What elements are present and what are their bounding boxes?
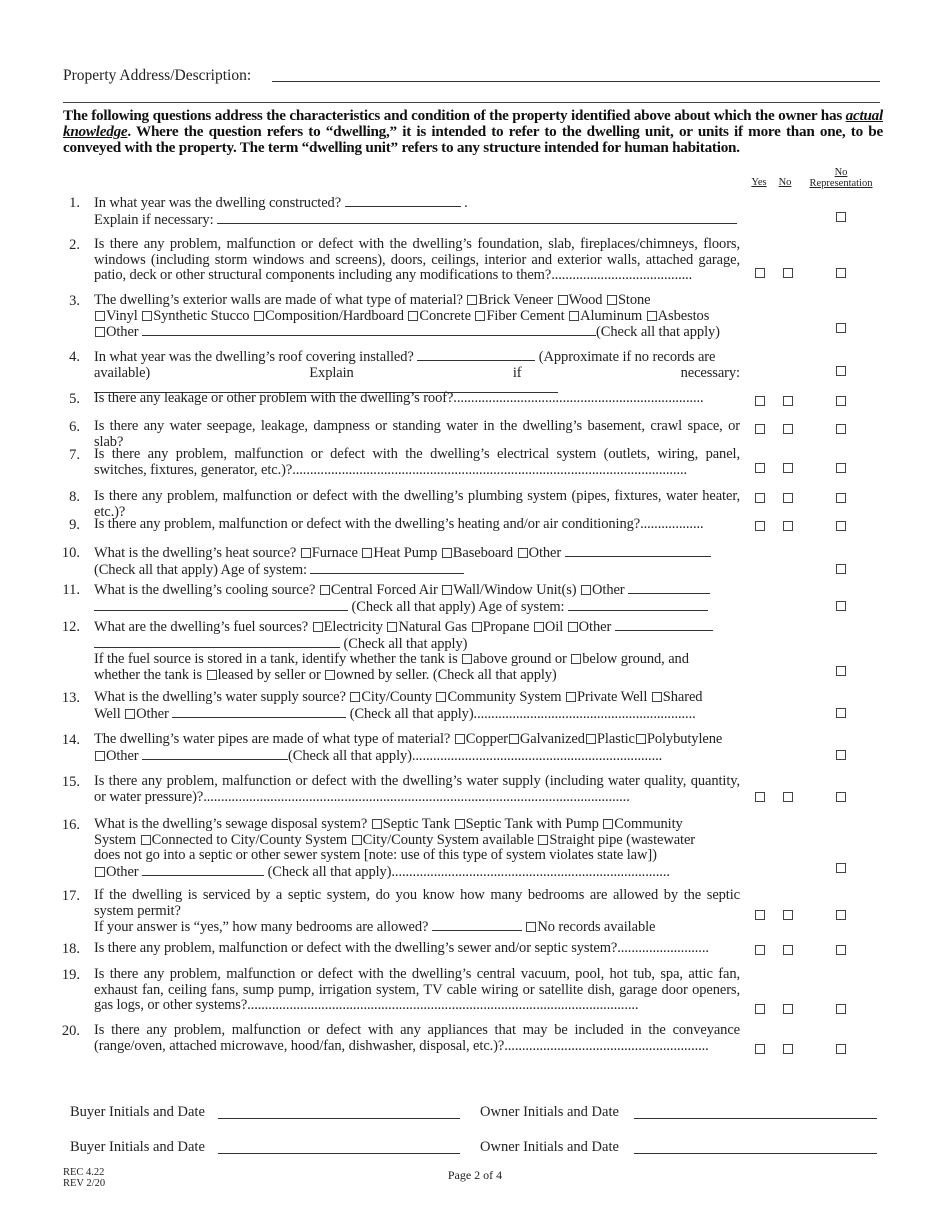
yes-checkbox-q8[interactable]	[755, 493, 765, 503]
fill-in-field[interactable]	[345, 195, 461, 207]
yes-checkbox-q19[interactable]	[755, 1004, 765, 1014]
no-representation-checkbox-q16[interactable]	[836, 863, 846, 873]
question-text-10: What is the dwelling’s heat source? Furnace Heat Pump Baseboard Other (Check all that apply) Age of system:	[94, 545, 740, 578]
address-field[interactable]	[272, 81, 880, 82]
divider	[63, 102, 880, 103]
buyer-initials-field-1[interactable]	[218, 1118, 460, 1119]
option-checkbox[interactable]	[526, 922, 536, 932]
yes-checkbox-q20[interactable]	[755, 1044, 765, 1054]
option-checkbox[interactable]	[442, 548, 452, 558]
no-checkbox-q18[interactable]	[783, 945, 793, 955]
option-checkbox[interactable]	[509, 734, 519, 744]
option-checkbox[interactable]	[586, 734, 596, 744]
option-checkbox[interactable]	[581, 585, 591, 595]
question-number: 4.	[69, 349, 80, 365]
option-checkbox[interactable]	[569, 311, 579, 321]
option-checkbox[interactable]	[254, 311, 264, 321]
question-text-3: The dwelling’s exterior walls are made of what type of material? Brick Veneer Wood Stone Vinyl Synthetic Stucco Composition/Hardboard Concrete Fiber Cement Aluminum Asbestos Other (Check all that apply)	[94, 292, 720, 340]
question-text-7: Is there any problem, malfunction or defect with the dwelling’s electrical system (outlets, wiring, panel, switches, fixtures, generator, etc.)?................................................................................................................	[94, 446, 740, 478]
option-checkbox[interactable]	[350, 692, 360, 702]
no-representation-checkbox-q14[interactable]	[836, 750, 846, 760]
fill-in-field[interactable]	[432, 919, 522, 931]
question-text-17: If the dwelling is serviced by a septic system, do you know how many bedrooms are allowed by the septic system permit? If your answer is “yes,” how many bedrooms are allowed? No records available	[94, 887, 740, 935]
option-checkbox[interactable]	[647, 311, 657, 321]
fill-in-field[interactable]	[417, 349, 535, 361]
question-number: 16.	[61, 817, 80, 833]
intro-paragraph: The following questions address the characteristics and condition of the property identified above about which the owner has actual knowledge. Where the question refers to “dwelling,” it is intended to refer to the dwelling unit, or units if more than one, to be conveyed with the property. The term “dwelling unit” refers to any structure intended for human habitation.	[63, 107, 883, 156]
question-number: 12.	[61, 619, 80, 635]
option-checkbox[interactable]	[436, 692, 446, 702]
option-checkbox[interactable]	[408, 311, 418, 321]
no-checkbox-q9[interactable]	[783, 521, 793, 531]
question-text-13: What is the dwelling’s water supply source? City/County Community System Private Well Shared Well Other (Check all that apply)...............................................................	[94, 689, 703, 722]
no-checkbox-q7[interactable]	[783, 463, 793, 473]
yes-checkbox-q6[interactable]	[755, 424, 765, 434]
question-text-6: Is there any water seepage, leakage, dampness or standing water in the dwelling’s basement, crawl space, or slab?	[94, 418, 740, 450]
option-checkbox[interactable]	[95, 867, 105, 877]
no-representation-checkbox-q15[interactable]	[836, 792, 846, 802]
no-checkbox-q15[interactable]	[783, 792, 793, 802]
form-id: REC 4.22 REV 2/20	[63, 1167, 106, 1189]
question-number: 11.	[62, 582, 80, 598]
owner-initials-label-2: Owner Initials and Date	[480, 1139, 619, 1155]
question-number: 3.	[69, 293, 80, 309]
question-number: 14.	[61, 732, 80, 748]
question-number: 18.	[61, 941, 80, 957]
option-checkbox[interactable]	[313, 622, 323, 632]
no-representation-checkbox-q9[interactable]	[836, 521, 846, 531]
option-checkbox[interactable]	[320, 585, 330, 595]
yes-checkbox-q9[interactable]	[755, 521, 765, 531]
no-representation-checkbox-q13[interactable]	[836, 708, 846, 718]
question-text-4: In what year was the dwelling’s roof covering installed? (Approximate if no records are available) Explain if necessary:	[94, 349, 740, 398]
option-checkbox[interactable]	[141, 835, 151, 845]
question-text-8: Is there any problem, malfunction or defect with the dwelling’s plumbing system (pipes, fixtures, water heater, etc.)?	[94, 488, 740, 520]
option-checkbox[interactable]	[362, 548, 372, 558]
address-label: Property Address/Description:	[63, 67, 252, 84]
option-checkbox[interactable]	[568, 622, 578, 632]
no-checkbox-q17[interactable]	[783, 910, 793, 920]
option-checkbox[interactable]	[142, 311, 152, 321]
option-checkbox[interactable]	[125, 709, 135, 719]
col-no-rep-header: No Representation	[809, 167, 873, 189]
option-checkbox[interactable]	[301, 548, 311, 558]
option-checkbox[interactable]	[352, 835, 362, 845]
page-number: Page 2 of 4	[447, 1168, 503, 1182]
option-checkbox[interactable]	[571, 654, 581, 664]
fill-in-field[interactable]	[565, 545, 711, 557]
question-text-20: Is there any problem, malfunction or defect with any appliances that may be included in the conveyance (range/oven, attached microwave, hood/fan, dishwasher, disposal, etc.)?..........................................................	[94, 1022, 740, 1054]
question-text-9: Is there any problem, malfunction or defect with the dwelling’s heating and/or air conditioning?..................	[94, 516, 704, 532]
option-checkbox[interactable]	[95, 311, 105, 321]
yes-checkbox-q2[interactable]	[755, 268, 765, 278]
question-number: 13.	[61, 690, 80, 706]
option-checkbox[interactable]	[442, 585, 452, 595]
no-representation-checkbox-q12[interactable]	[836, 666, 846, 676]
fill-in-field[interactable]	[94, 599, 348, 611]
fill-in-field[interactable]	[142, 864, 264, 876]
question-number: 5.	[69, 391, 80, 407]
question-number: 19.	[61, 967, 80, 983]
fill-in-field[interactable]	[142, 324, 596, 336]
question-text-18: Is there any problem, malfunction or defect with the dwelling’s sewer and/or septic system?..........................	[94, 940, 709, 956]
no-representation-checkbox-q19[interactable]	[836, 1004, 846, 1014]
col-no-header: No	[778, 177, 792, 188]
fill-in-field[interactable]	[568, 599, 708, 611]
option-checkbox[interactable]	[372, 819, 382, 829]
question-number: 9.	[69, 517, 80, 533]
option-checkbox[interactable]	[472, 622, 482, 632]
option-checkbox[interactable]	[462, 654, 472, 664]
no-checkbox-q19[interactable]	[783, 1004, 793, 1014]
option-checkbox[interactable]	[455, 734, 465, 744]
fill-in-field[interactable]	[172, 706, 346, 718]
owner-initials-field-2[interactable]	[634, 1153, 877, 1154]
question-text-19: Is there any problem, malfunction or defect with the dwelling’s central vacuum, pool, hot tub, spa, attic fan, exhaust fan, ceiling fans, sump pump, irrigation system, TV cable wiring or satellite dish, garage door openers, gas logs, or other systems?...............................................................................................................	[94, 966, 740, 1013]
no-checkbox-q20[interactable]	[783, 1044, 793, 1054]
question-number: 20.	[61, 1023, 80, 1039]
no-representation-checkbox-q2[interactable]	[836, 268, 846, 278]
option-checkbox[interactable]	[455, 819, 465, 829]
no-checkbox-q6[interactable]	[783, 424, 793, 434]
option-checkbox[interactable]	[475, 311, 485, 321]
no-checkbox-q8[interactable]	[783, 493, 793, 503]
no-representation-checkbox-q11[interactable]	[836, 601, 846, 611]
no-representation-checkbox-q17[interactable]	[836, 910, 846, 920]
yes-checkbox-q7[interactable]	[755, 463, 765, 473]
yes-checkbox-q17[interactable]	[755, 910, 765, 920]
option-checkbox[interactable]	[518, 548, 528, 558]
fill-in-field[interactable]	[615, 619, 713, 631]
option-checkbox[interactable]	[95, 751, 105, 761]
fill-in-field[interactable]	[628, 582, 710, 594]
option-checkbox[interactable]	[387, 622, 397, 632]
question-text-2: Is there any problem, malfunction or defect with the dwelling’s foundation, slab, fireplaces/chimneys, floors, windows (including storm windows and screens), doors, ceilings, interior and exterior walls, attached garage, patio, deck or other structural components including any modifications to them?........................................	[94, 236, 740, 283]
no-checkbox-q5[interactable]	[783, 396, 793, 406]
question-text-11: What is the dwelling’s cooling source? Central Forced Air Wall/Window Unit(s) Other (Check all that apply) Age of system:	[94, 582, 740, 615]
no-representation-checkbox-q4[interactable]	[836, 366, 846, 376]
buyer-initials-label-2: Buyer Initials and Date	[70, 1139, 205, 1155]
option-checkbox[interactable]	[538, 835, 548, 845]
question-number: 15.	[61, 774, 80, 790]
option-checkbox[interactable]	[207, 670, 217, 680]
buyer-initials-field-2[interactable]	[218, 1153, 460, 1154]
no-representation-checkbox-q10[interactable]	[836, 564, 846, 574]
fill-in-field[interactable]	[142, 748, 288, 760]
no-representation-checkbox-q6[interactable]	[836, 424, 846, 434]
option-checkbox[interactable]	[607, 295, 617, 305]
question-number: 10.	[61, 545, 80, 561]
yes-checkbox-q15[interactable]	[755, 792, 765, 802]
yes-checkbox-q5[interactable]	[755, 396, 765, 406]
owner-initials-field-1[interactable]	[634, 1118, 877, 1119]
no-representation-checkbox-q5[interactable]	[836, 396, 846, 406]
no-representation-checkbox-q18[interactable]	[836, 945, 846, 955]
no-checkbox-q2[interactable]	[783, 268, 793, 278]
option-checkbox[interactable]	[325, 670, 335, 680]
col-yes-header: Yes	[751, 177, 767, 188]
question-number: 2.	[69, 237, 80, 253]
question-text-12: What are the dwelling’s fuel sources? Electricity Natural Gas Propane Oil Other (Check all that apply) If the fuel source is stored in a tank, identify whether the tank is above ground or below ground, and whether the tank is leased by seller or owned by seller. (Check all that apply)	[94, 619, 740, 683]
actual-knowledge-emphasis: actual knowledge	[63, 107, 883, 140]
option-checkbox[interactable]	[652, 692, 662, 702]
yes-checkbox-q18[interactable]	[755, 945, 765, 955]
owner-initials-label-1: Owner Initials and Date	[480, 1104, 619, 1120]
no-representation-checkbox-q20[interactable]	[836, 1044, 846, 1054]
option-checkbox[interactable]	[603, 819, 613, 829]
question-text-15: Is there any problem, malfunction or defect with the dwelling’s water supply (including water quality, quantity, or water pressure)?.........................................................................................................................	[94, 773, 740, 805]
fill-in-field[interactable]	[310, 562, 464, 574]
option-checkbox[interactable]	[558, 295, 568, 305]
question-text-16: What is the dwelling’s sewage disposal system? Septic Tank Septic Tank with Pump Community System Connected to City/County System City/County System available Straight pipe (wastewater does not go into a septic or other sewer system [note: use of this type of system violates state law]) Other (Check all that apply)...............................................................................	[94, 816, 696, 880]
no-representation-checkbox-q1[interactable]	[836, 212, 846, 222]
no-representation-checkbox-q8[interactable]	[836, 493, 846, 503]
question-text-5: Is there any leakage or other problem with the dwelling’s roof?.......................................................................	[94, 390, 704, 406]
question-text-1: In what year was the dwelling constructed? . Explain if necessary:	[94, 195, 740, 228]
question-number: 8.	[69, 489, 80, 505]
option-checkbox[interactable]	[636, 734, 646, 744]
fill-in-field[interactable]	[217, 212, 737, 224]
option-checkbox[interactable]	[566, 692, 576, 702]
option-checkbox[interactable]	[95, 327, 105, 337]
option-checkbox[interactable]	[534, 622, 544, 632]
buyer-initials-label-1: Buyer Initials and Date	[70, 1104, 205, 1120]
no-representation-checkbox-q7[interactable]	[836, 463, 846, 473]
question-number: 7.	[69, 447, 80, 463]
question-number: 1.	[69, 195, 80, 211]
fill-in-field[interactable]	[94, 636, 340, 648]
no-representation-checkbox-q3[interactable]	[836, 323, 846, 333]
question-number: 6.	[69, 419, 80, 435]
option-checkbox[interactable]	[467, 295, 477, 305]
question-number: 17.	[61, 888, 80, 904]
question-text-14: The dwelling’s water pipes are made of what type of material? Copper Galvanized Plastic Polybutylene Other (Check all that apply).......................................................................	[94, 731, 723, 764]
